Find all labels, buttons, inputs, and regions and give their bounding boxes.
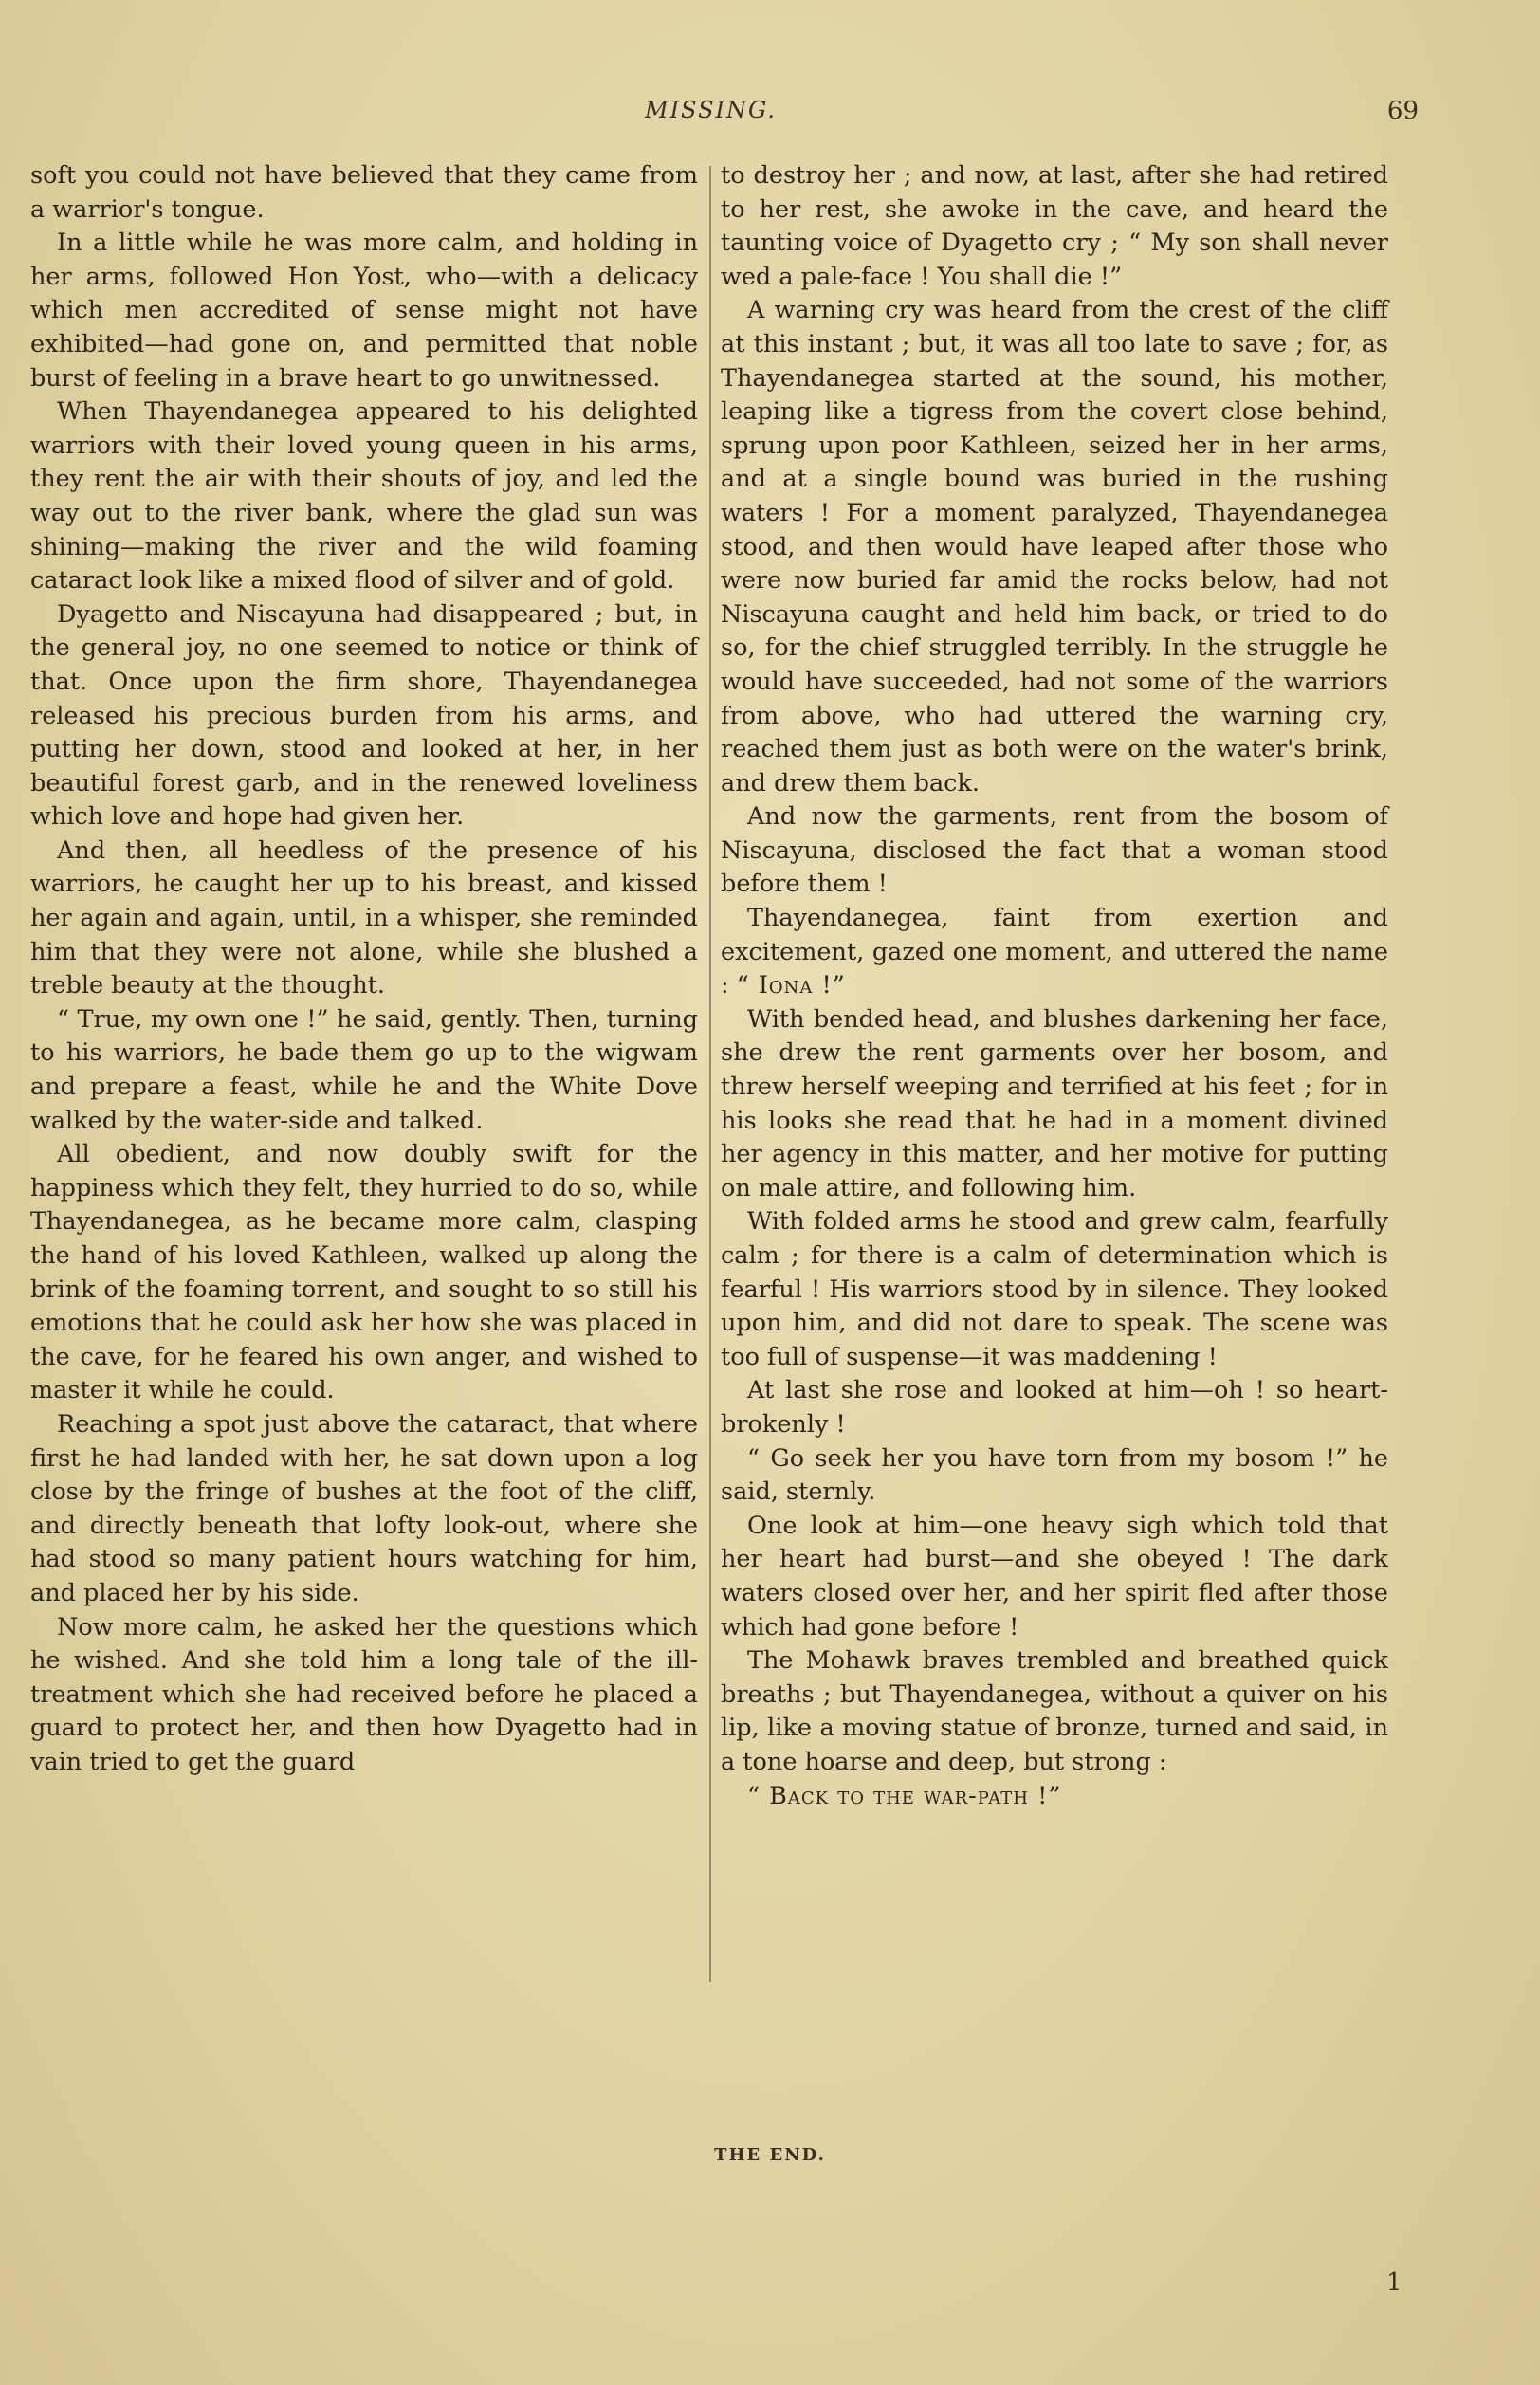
paragraph: And then, all heedless of the presence of his warriors, he caught her up to his breast, and kissed her again and again, until, in a whisper, she reminded him that they were not alone, while she blushed a treble beauty at the thought. [30,835,698,1000]
paragraph: And now the garments, rent from the bosom of Niscayuna, disclosed the fact that a woman stood before them ! [721,802,1388,899]
paragraph: “ Go seek her you have torn from my bosom !” he said, sternly. [721,1443,1388,1507]
running-title: MISSING. [645,97,777,123]
right-column [721,159,1388,1813]
signature-mark: 1 [1386,2268,1402,2297]
left-column [30,159,698,1780]
paragraph: One look at him—one heavy sigh which told that her heart had burst—and she obeyed ! The dark waters closed over her, and her spirit fled after those which had gone before ! [721,1511,1388,1642]
page-number: 69 [1386,97,1419,125]
page-header [0,97,1540,135]
paragraph [721,902,1388,1003]
column-divider [709,166,711,1982]
the-end: THE END. [714,2145,826,2165]
paragraph: With folded arms he stood and grew calm, fearfully calm ; for there is a calm of determination which is fearful ! His warriors stood by in silence. They looked upon him, and did not dare to speak. The scene was too full of suspense—it was maddening ! [721,1207,1388,1371]
paragraph: Now more calm, he asked her the questions which he wished. And she told him a long tale of the ill-treatment which she had received before he placed a guard to protect her, and then how Dyagetto had in vain tried to get the guard [30,1612,698,1776]
paragraph: In a little while he was more calm, and holding in her arms, followed Hon Yost, who—with a delicacy which men accredited of sense might not have exhibited—had gone on, and permitted that noble burst of feeling in a brave heart to go unwitnessed. [30,229,698,393]
paragraph: All obedient, and now doubly swift for the happiness which they felt, they hurried to do so, while Thayendanegea, as he became more calm, clasping the hand of his loved Kathleen, walked up along the brink of the foaming torrent, and sought to so still his emotions that he could ask her how she was placed in the cave, for he feared his own anger, and wished to master it while he could. [30,1140,698,1405]
paragraph: The Mohawk braves trembled and breathed quick breaths ; but Thayendanegea, without a quiver on his lip, like a moving statue of bronze, turned and said, in a tone hoarse and deep, but strong : [721,1646,1388,1776]
paragraph: “ True, my own one !” he said, gently. Then, turning to his warriors, he bade them go up to the wigwam and prepare a feast, while he and the White Dove walked by the water-side and talked. [30,1004,698,1135]
paragraph: At last she rose and looked at him—oh ! so heart-brokenly ! [721,1376,1388,1439]
paragraph: Dyagetto and Niscayuna had disappeared ; but, in the general joy, no one seemed to notice or think of that. Once upon the firm shore, Thayendanegea released his precious burden from his arms, and putting her down, stood and looked at her, in her beautiful forest garb, and in the renewed loveliness which love and hope had given her. [30,599,698,832]
final-line: “ Back to the war-path !” [747,1781,1062,1810]
name-spoken: “ Iona !” [736,971,846,1000]
paragraph: Reaching a spot just above the cataract, that where first he had landed with her, he sat down upon a log close by the fringe of bushes at the foot of the cliff, and directly beneath that lofty look-out, where she had stood so many patient hours watching for him, and placed her by his side. [30,1409,698,1607]
paragraph-text: Thayendanegea, faint from exertion and excitement, gazed one moment, and uttered the name : [721,904,1388,1000]
paragraph: With bended head, and blushes darkening her face, she drew the rent garments over her bosom, and threw herself weeping and terrified at his feet ; for in his looks she read that he had in a moment divined her agency in this matter, and her motive for putting on male attire, and following him. [721,1004,1388,1202]
paragraph: soft you could not have believed that they came from a warrior's tongue. [30,161,698,224]
paragraph: When Thayendanegea appeared to his delighted warriors with their loved young queen in his arms, they rent the air with their shouts of joy, and led the way out to the river bank, where the glad sun was shining—making the river and the wild foaming cataract look like a mixed flood of silver and of gold. [30,397,698,596]
paragraph: to destroy her ; and now, at last, after she had retired to her rest, she awoke in the cave, and heard the taunting voice of Dyagetto cry ; “ My son shall never wed a pale-face ! You shall die !” [721,161,1388,291]
paragraph: A warning cry was heard from the crest of the cliff at this instant ; but, it was all too late to save ; for, as Thayendanegea started at the sound, his mother, leaping like a tigress from the covert close behind, sprung upon poor Kathleen, seized her in her arms, and at a single bound was buried in the rushing waters ! For a moment paralyzed, Thayendanegea stood, and then would have leaped after those who were now buried far amid the rocks below, had not Niscayuna caught and held him back, or tried to do so, for the chief struggled terribly. In the struggle he would have succeeded, had not some of the warriors from above, who had uttered the warning cry, reached them just as both were on the water's brink, and drew them back. [721,296,1388,798]
